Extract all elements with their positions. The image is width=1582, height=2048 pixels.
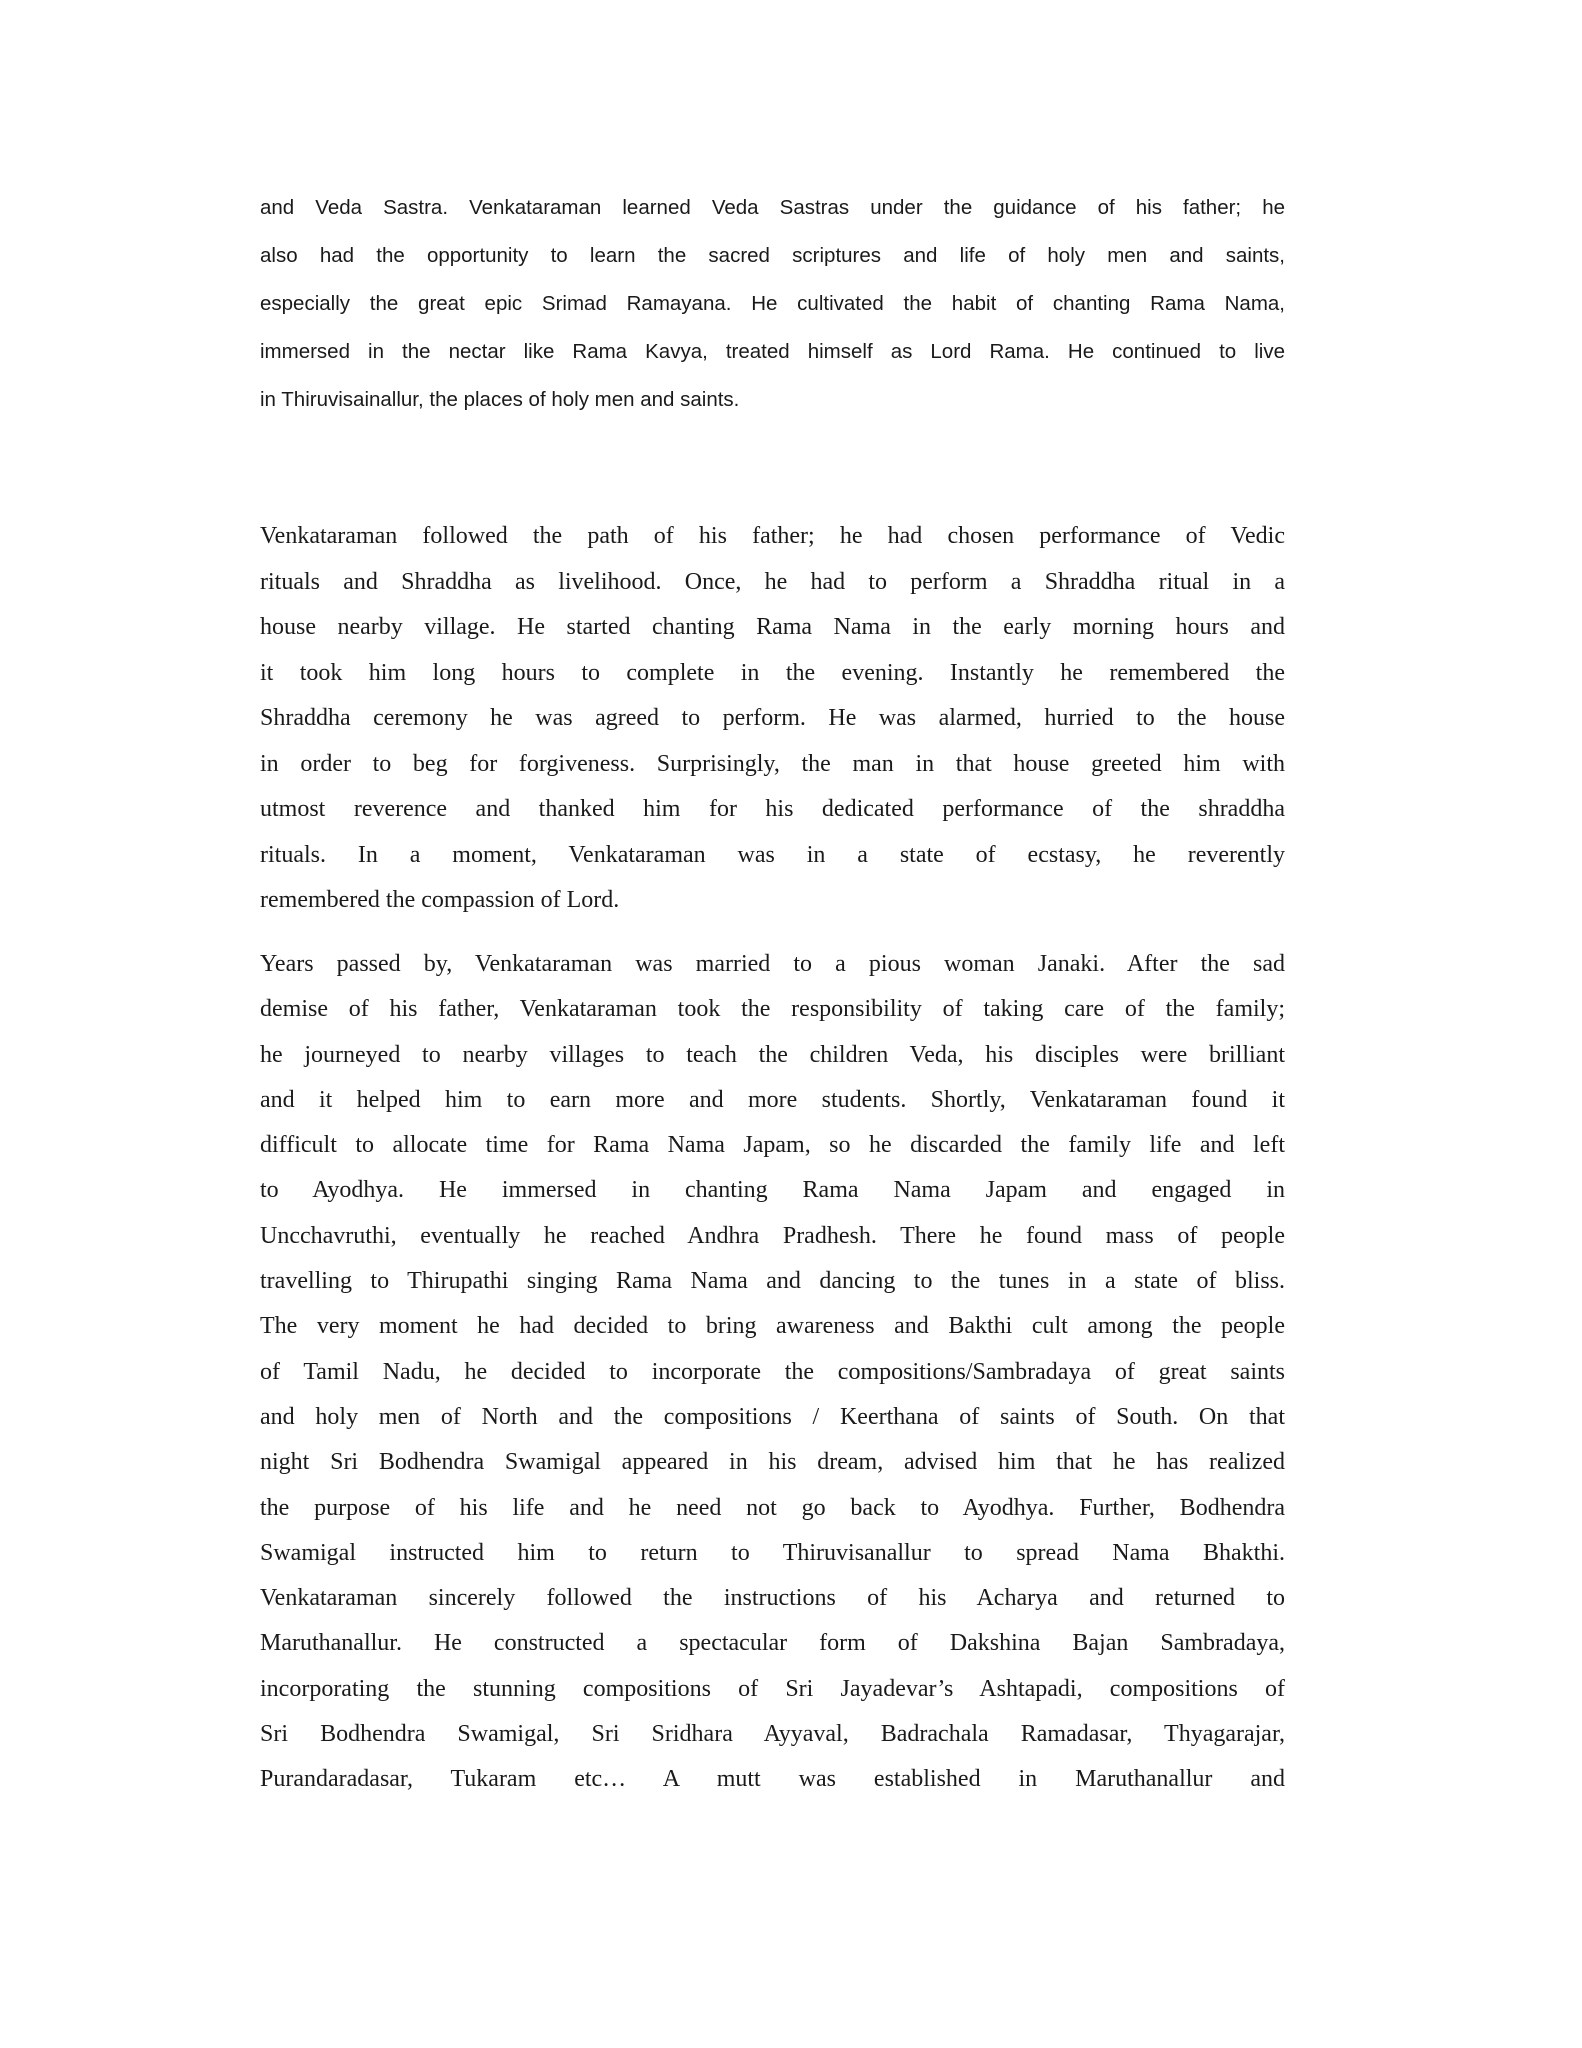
text-line: and Veda Sastra. Venkataraman learned Veda Sastras under the guidance of his father; he [260,196,1285,219]
text-line: house nearby village. He started chanting Rama Nama in the early morning hours and [260,614,1285,640]
text-line: of Tamil Nadu, he decided to incorporate the compositions/Sambradaya of great saints [260,1358,1285,1385]
text-line: rituals. In a moment, Venkataraman was in a state of ecstasy, he reverently [260,841,1285,868]
text-line: difficult to allocate time for Rama Nama Japam, so he discarded the family life and left [260,1132,1285,1159]
text-line: Venkataraman sincerely followed the instructions of his Acharya and returned to [260,1585,1285,1612]
text-line: night Sri Bodhendra Swamigal appeared in his dream, advised him that he has realized [260,1449,1285,1476]
paragraph-3 [260,942,1285,1803]
text-line: Uncchavruthi, eventually he reached Andhra Pradhesh. There he found mass of people [260,1222,1285,1249]
text-line: and holy men of North and the compositions / Keerthana of saints of South. On that [260,1403,1285,1430]
text-line: Swamigal instructed him to return to Thiruvisanallur to spread Nama Bhakthi. [260,1539,1285,1566]
text-line: Years passed by, Venkataraman was married to a pious woman Janaki. After the sad [260,951,1285,977]
text-line: it took him long hours to complete in the evening. Instantly he remembered the [260,659,1285,686]
text-line: he journeyed to nearby villages to teach the children Veda, his disciples were brilliant [260,1041,1285,1068]
text-line: remembered the compassion of Lord. [260,887,620,913]
text-line: also had the opportunity to learn the sacred scriptures and life of holy men and saints, [260,244,1285,267]
text-line: in Thiruvisainallur, the places of holy men and saints. [260,388,740,411]
text-line: immersed in the nectar like Rama Kavya, treated himself as Lord Rama. He continued to live [260,340,1285,363]
paragraph-2 [260,514,1285,924]
text-line: demise of his father, Venkataraman took the responsibility of taking care of the family; [260,996,1285,1023]
text-line: Maruthanallur. He constructed a spectacular form of Dakshina Bajan Sambradaya, [260,1630,1285,1657]
text-line: Purandaradasar, Tukaram etc… A mutt was established in Maruthanallur and [260,1766,1285,1793]
text-line: The very moment he had decided to bring awareness and Bakthi cult among the people [260,1313,1285,1340]
text-line: Shraddha ceremony he was agreed to perform. He was alarmed, hurried to the house [260,705,1285,731]
text-line: and it helped him to earn more and more students. Shortly, Venkataraman found it [260,1086,1285,1113]
text-line: Venkataraman followed the path of his father; he had chosen performance of Vedic [260,523,1285,549]
text-line: travelling to Thirupathi singing Rama Nama and dancing to the tunes in a state of bliss. [260,1268,1285,1295]
text-line: utmost reverence and thanked him for his dedicated performance of the shraddha [260,796,1285,822]
text-line: in order to beg for forgiveness. Surprisingly, the man in that house greeted him with [260,750,1285,777]
text-line: rituals and Shraddha as livelihood. Once, he had to perform a Shraddha ritual in a [260,568,1285,595]
text-line: incorporating the stunning compositions of Sri Jayadevar’s Ashtapadi, compositions of [260,1675,1285,1702]
text-line: the purpose of his life and he need not go back to Ayodhya. Further, Bodhendra [260,1494,1285,1521]
text-line: to Ayodhya. He immersed in chanting Rama Nama Japam and engaged in [260,1177,1285,1204]
paragraph-1 [260,184,1285,424]
text-line: especially the great epic Srimad Ramayana. He cultivated the habit of chanting Rama Nama, [260,292,1285,315]
text-line: Sri Bodhendra Swamigal, Sri Sridhara Ayyaval, Badrachala Ramadasar, Thyagarajar, [260,1721,1285,1748]
